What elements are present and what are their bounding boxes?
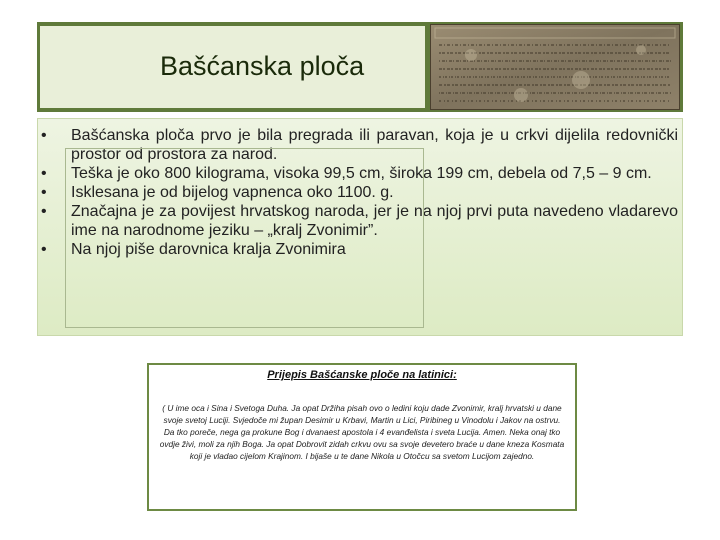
bullet-item [38,202,678,240]
stone-tablet-engraving [431,25,679,109]
transcription-box [147,363,577,511]
title-box [40,26,425,108]
bullet-icon: • [41,203,47,220]
bullet-item [38,183,678,202]
bullet-icon: • [41,165,47,182]
bullet-item [38,164,678,183]
transcription-title-suffix: : [453,369,457,381]
bullet-icon: • [41,241,47,258]
transcription-text: ( U ime oca i Sina i Svetoga Duha. Ja opat Držiha pisah ovo o ledini koju dade Zvonimir, kralj hrvatski u dane svoje svetoj Luciji. Svjedoče mi župan Desimir u Krbavi, Martin u Lici, Piribineg u Vinodolu i Jakov na ostrvu. Da tko poreče, nega ga prokune Bog i dvanaest apostola i 4 evanđelista i sveta Lucija. Amen. Neka onaj tko ovdje živi, moli za njih Boga. Ja opat Dobrovit zidah crkvu ovu sa svoje devetero braće u dane kneza Kosmata koji je vladao cijelom Krajinom. I bijaše u te dane Nikola u Otočcu sa svetom Lucijom zajedno. [159,403,565,461]
bullet-text: Isklesana je od bijelog vapnenca oko 1100. g. [71,184,394,201]
bullet-text: Teška je oko 800 kilograma, visoka 99,5 cm, široka 199 cm, debela od 7,5 – 9 cm. [71,165,652,182]
bullet-item [38,240,678,259]
bullet-text: Bašćanska ploča prvo je bila pregrada ili paravan, koja je u crkvi dijelila redovnički prostor od prostora za narod. [71,127,678,163]
bullet-text: Značajna je za povijest hrvatskog naroda, jer je na njoj prvi puta navedeno vladarevo ime na narodnome jeziku – „kralj Zvonimir”. [71,203,678,239]
content-panel [37,118,683,336]
bullet-icon: • [41,127,47,144]
transcription-title [149,369,575,381]
transcription-title-text: Prijepis Bašćanske ploče na latinici [267,369,454,381]
bullet-item [38,126,678,164]
stone-tablet-image [430,24,680,110]
bullet-list [38,126,678,259]
bullet-icon: • [41,184,47,201]
slide-title: Bašćanska ploča [160,51,365,81]
bullet-text: Na njoj piše darovnica kralja Zvonimira [71,241,346,258]
